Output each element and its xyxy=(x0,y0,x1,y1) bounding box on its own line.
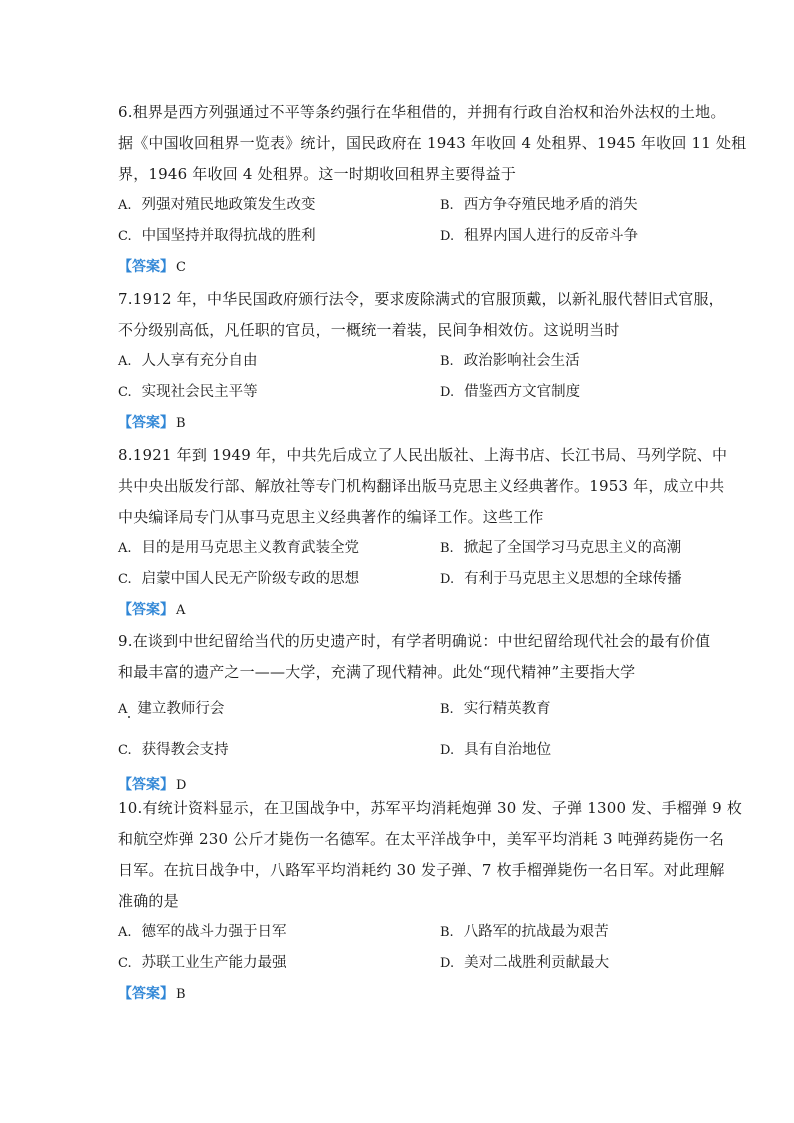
option-text: 掀起了全国学习马克思主义的高潮 xyxy=(463,540,682,556)
question-7 xyxy=(118,284,724,439)
question-10 xyxy=(118,793,743,1010)
option-c xyxy=(118,731,440,770)
option-text: 实现社会民主平等 xyxy=(141,384,258,400)
answer xyxy=(118,595,678,626)
answer-label: 【答案】 xyxy=(118,415,174,431)
option-c xyxy=(118,377,440,408)
answer-value: A xyxy=(176,603,186,618)
option-b xyxy=(440,346,740,377)
option-b xyxy=(440,190,740,221)
option-text: 借鉴西方文官制度 xyxy=(464,384,581,400)
option-text: 建立教师行会 xyxy=(137,701,225,717)
answer-value: D xyxy=(176,778,187,793)
option-text: 实行精英教育 xyxy=(463,701,551,717)
question-text-line: 和最丰富的遗产之一——大学，充满了现代精神。此处“现代精神”主要指大学 xyxy=(118,663,636,681)
question-text-line: 8.1921 年到 1949 年，中共先后成立了人民出版社、上海书店、长江书局、马列学院、中 xyxy=(118,446,728,464)
question-text-line: 据《中国收回租界一览表》统计，国民政府在 1943 年收回 4 处租界、1945 年收回 11 处租 xyxy=(118,134,747,152)
option-c xyxy=(118,564,440,595)
option-text: 租界内国人进行的反帝斗争 xyxy=(464,228,639,244)
option-letter: A xyxy=(118,702,128,717)
answer-value: B xyxy=(176,416,186,431)
option-a xyxy=(118,533,440,564)
answer xyxy=(118,408,678,439)
question-text-line: 9.在谈到中世纪留给当代的历史遗产时，有学者明确说：中世纪留给现代社会的最有价值 xyxy=(118,632,711,650)
question-6 xyxy=(118,97,747,283)
option-letter: D. xyxy=(440,956,455,971)
option-c xyxy=(118,221,440,252)
option-d xyxy=(440,948,740,979)
question-9 xyxy=(118,626,711,801)
option-text: 目的是用马克思主义教育武装全党 xyxy=(141,540,360,556)
option-a xyxy=(118,917,440,948)
question-text-line: 6.租界是西方列强通过不平等条约强行在华租借的，并拥有行政自治权和治外法权的土地。 xyxy=(118,103,726,121)
option-b xyxy=(440,917,740,948)
question-text-line: 和航空炸弹 230 公斤才毙伤一名德军。在太平洋战争中，美军平均消耗 3 吨弹药毙伤一名 xyxy=(118,830,725,848)
option-letter: A. xyxy=(118,198,132,213)
option-text: 启蒙中国人民无产阶级专政的思想 xyxy=(141,571,360,587)
option-letter: C. xyxy=(118,385,132,400)
option-text: 西方争夺殖民地矛盾的消失 xyxy=(463,197,638,213)
answer-label: 【答案】 xyxy=(118,986,174,1002)
options xyxy=(118,346,678,408)
answer xyxy=(118,252,678,283)
options xyxy=(118,533,682,595)
option-a xyxy=(118,346,440,377)
answer-label: 【答案】 xyxy=(118,602,174,618)
option-text: 有利于马克思主义思想的全球传播 xyxy=(464,571,682,587)
answer-label: 【答案】 xyxy=(118,259,174,275)
option-text: 苏联工业生产能力最强 xyxy=(141,955,287,971)
options xyxy=(118,917,678,979)
options xyxy=(118,190,678,252)
option-b xyxy=(440,533,740,564)
question-text-line: 不分级别高低，凡任职的官员，一概统一着装，民间争相效仿。这说明当时 xyxy=(118,321,620,339)
question-text-line: 准确的是 xyxy=(118,892,179,910)
question-text-line: 日军。在抗日战争中，八路军平均消耗约 30 发子弹、7 枚手榴弹毙伤一名日军。对此理解 xyxy=(118,861,725,879)
option-letter: B. xyxy=(440,541,454,556)
option-d xyxy=(440,377,740,408)
question-text-line: 7.1912 年，中华民国政府颁行法令，要求废除满式的官服顶戴，以新礼服代替旧式官服， xyxy=(118,290,724,308)
answer-value: B xyxy=(176,987,186,1002)
option-letter: C. xyxy=(118,572,132,587)
option-text: 德军的战斗力强于日军 xyxy=(141,924,287,940)
option-text: 具有自治地位 xyxy=(464,742,552,758)
option-b xyxy=(440,688,740,731)
option-d xyxy=(440,731,740,770)
option-text: 获得教会支持 xyxy=(141,742,229,758)
answer xyxy=(118,979,678,1010)
option-c xyxy=(118,948,440,979)
question-8 xyxy=(118,440,728,626)
option-letter: B. xyxy=(440,354,454,369)
option-letter: D. xyxy=(440,572,455,587)
option-a xyxy=(118,190,440,221)
option-a xyxy=(118,688,440,731)
option-letter: D. xyxy=(440,743,455,758)
option-letter: B. xyxy=(440,198,454,213)
option-letter: B. xyxy=(440,702,454,717)
option-text: 美对二战胜利贡献最大 xyxy=(464,955,610,971)
option-letter: C. xyxy=(118,956,132,971)
option-letter: A. xyxy=(118,354,132,369)
option-text: 中国坚持并取得抗战的胜利 xyxy=(141,228,316,244)
question-text-line: 中央编译局专门从事马克思主义经典著作的编译工作。这些工作 xyxy=(118,508,544,526)
option-letter: A. xyxy=(118,925,132,940)
option-letter: D. xyxy=(440,385,455,400)
options xyxy=(118,688,678,770)
option-letter: B. xyxy=(440,925,454,940)
option-text: 八路军的抗战最为艰苦 xyxy=(463,924,609,940)
option-d xyxy=(440,564,740,595)
option-text: 政治影响社会生活 xyxy=(463,353,580,369)
option-letter: D. xyxy=(440,229,455,244)
option-letter: C. xyxy=(118,229,132,244)
question-text-line: 10.有统计资料显示，在卫国战争中，苏军平均消耗炮弹 30 发、子弹 1300 发、手榴弹 9 枚 xyxy=(118,799,743,817)
option-letter: C. xyxy=(118,743,132,758)
stray-dot xyxy=(128,716,130,718)
option-text: 人人享有充分自由 xyxy=(141,353,258,369)
option-text: 列强对殖民地政策发生改变 xyxy=(141,197,316,213)
question-text-line: 共中央出版发行部、解放社等专门机构翻译出版马克思主义经典著作。1953 年，成立中共 xyxy=(118,477,725,495)
question-text-line: 界，1946 年收回 4 处租界。这一时期收回租界主要得益于 xyxy=(118,165,517,183)
answer-value: C xyxy=(176,260,186,275)
option-d xyxy=(440,221,740,252)
option-letter: A. xyxy=(118,541,132,556)
answer-label: 【答案】 xyxy=(118,777,174,793)
